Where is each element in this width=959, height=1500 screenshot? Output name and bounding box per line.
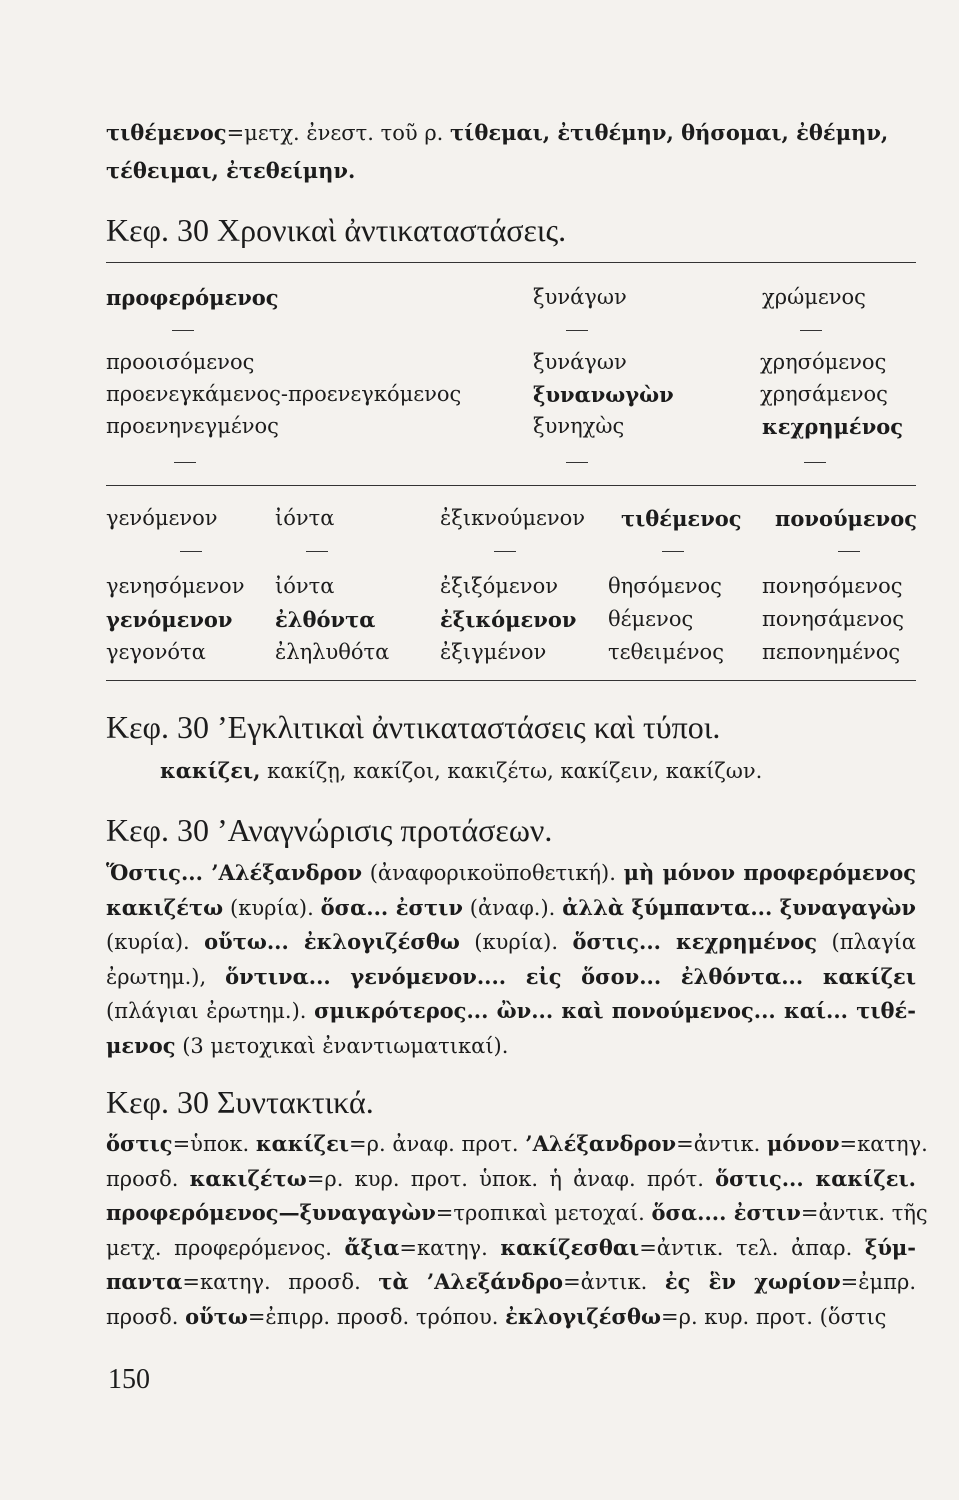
plain-text: προσδ. <box>106 1166 190 1191</box>
table2-header-5: πονούμενος <box>775 506 918 531</box>
bold-term: κακίζει <box>255 1131 350 1156</box>
plain-text: (κυρία). <box>106 930 205 954</box>
recognition-line <box>106 1032 916 1058</box>
intro-line-1 <box>106 122 916 144</box>
intro-term: τιθέμενος <box>106 120 227 145</box>
enclitic-rest: κακίζῃ, κακίζοι, κακιζέτω, κακίζειν, κακίζων. <box>260 759 763 783</box>
plain-text: =κατηγ. <box>839 1132 928 1156</box>
syntax-line <box>106 1303 916 1329</box>
syntax-line <box>106 1271 916 1293</box>
bold-term: ἄξια <box>344 1234 400 1260</box>
plain-text: =ρ. κυρ. προτ. ὑποκ. ἡ ἀναφ. πρότ. <box>306 1166 716 1191</box>
table2-dash <box>838 551 860 552</box>
plain-text: =κατηγ. προσδ. <box>182 1270 379 1294</box>
intro-desc: =μετχ. ἐνεστ. τοῦ ρ. <box>226 121 444 145</box>
bold-term: παντα <box>106 1269 183 1294</box>
plain-text: (πλαγία <box>817 930 916 954</box>
table2-cell: ἐλθόντα <box>275 607 376 632</box>
plain-text: =ρ. ἀναφ. προτ. <box>349 1132 526 1156</box>
table2-cell: πονησόμενος <box>762 574 903 598</box>
plain-text: =ἐμπρ. <box>840 1270 916 1294</box>
heading-enklitikai: Κεφ. 30 ’Εγκλιτικαὶ ἀντικαταστάσεις καὶ τύποι. <box>106 709 721 745</box>
plain-text: =ἀντικ. <box>563 1270 665 1294</box>
heading-syntaktika: Κεφ. 30 Συντακτικά. <box>106 1084 374 1120</box>
table1-dash <box>172 330 194 331</box>
bold-term: ὅστις... κακίζει. <box>715 1165 916 1191</box>
recognition-line <box>106 1000 916 1022</box>
bold-term: οὕτω... ἐκλογιζέσθω <box>204 929 460 954</box>
plain-text: μετχ. προφερόμενος. <box>106 1235 345 1260</box>
table1-header-2: ξυνάγων <box>533 285 627 309</box>
plain-text: =ὑποκ. <box>172 1132 256 1156</box>
table1-bottom-rule <box>106 485 916 486</box>
heading-anagnorisis: Κεφ. 30 ’Αναγνώρισις προτάσεων. <box>106 812 553 848</box>
recognition-line <box>106 894 916 920</box>
bold-term: ξύμ- <box>864 1234 916 1260</box>
table2-header-2: ἰόντα <box>275 506 335 530</box>
bold-term: ὅσα.... ἐστιν <box>651 1200 801 1225</box>
table1-cell: κεχρημένος <box>762 414 904 439</box>
table2-cell: ἐξιγμένον <box>440 640 547 664</box>
bold-term: μενος <box>106 1032 176 1058</box>
bold-term: κακιζέτω <box>106 894 224 920</box>
bold-term: μόνον <box>766 1131 840 1156</box>
table1-cell: ξυνάγων <box>533 350 627 374</box>
bold-term: οὕτω <box>185 1303 248 1329</box>
bold-term: ἀλλὰ ξύμπαντα... ξυναγαγὼν <box>562 894 916 920</box>
plain-text: (κυρία). <box>223 895 321 920</box>
syntax-line <box>106 1165 916 1191</box>
enclitic-lead: κακίζει, <box>160 758 261 783</box>
bold-term: ἐς ἓν χωρίον <box>664 1269 841 1294</box>
table1-dash <box>174 462 196 463</box>
table1-cell: προοισόμενος <box>106 350 255 374</box>
table1-cell: ξυνανωγὼν <box>533 382 674 407</box>
plain-text: =ἐπιρρ. προσδ. τρόπου. <box>247 1304 506 1329</box>
recognition-line <box>106 931 916 953</box>
table1-cell: προενηνεγμένος <box>106 414 279 438</box>
plain-text: (3 μετοχικαὶ ἐναντιωματικαί). <box>175 1033 509 1058</box>
table2-dash <box>662 551 684 552</box>
table1-dash <box>566 462 588 463</box>
bold-term: ἐκλογιζέσθω <box>505 1303 662 1329</box>
page-number: 150 <box>108 1364 150 1395</box>
plain-text: (ἀναφορικοϋποθετική). <box>362 861 624 885</box>
table1-cell: χρησόμενος <box>760 350 887 374</box>
bold-term: ’Αλέξανδρον <box>525 1131 677 1156</box>
table2-header-4: τιθέμενος <box>621 506 742 531</box>
table1-cell: χρησάμενος <box>760 382 888 406</box>
table1-dash <box>804 462 826 463</box>
bold-term: ὅντινα... γενόμενον.... εἰς ὅσον... ἐλθόντα... κακίζει <box>225 963 916 989</box>
table1-header-1: προφερόμενος <box>106 285 279 310</box>
table2-cell: τεθειμένος <box>608 640 724 664</box>
intro-forms: τίθεμαι, ἐτιθέμην, θήσομαι, ἐθέμην, <box>450 120 889 145</box>
plain-text: (κυρία). <box>459 930 573 954</box>
bold-term: κακιζέτω <box>189 1165 307 1191</box>
plain-text: =ρ. κυρ. προτ. (ὅστις <box>661 1304 887 1329</box>
table2-cell: πεπονημένος <box>762 640 901 664</box>
plain-text: (ἀναφ.). <box>462 895 563 920</box>
table2-header-3: ἐξικνούμενον <box>440 506 586 530</box>
table2-cell: γενόμενον <box>106 607 233 632</box>
intro-forms-2: τέθειμαι, ἐτεθείμην. <box>106 158 356 183</box>
table2-cell: ἐληλυθότα <box>275 640 390 664</box>
enclitic-forms <box>160 760 916 782</box>
bold-term: τὰ ’Αλεξάνδρο <box>378 1269 564 1294</box>
syntax-line <box>106 1234 916 1260</box>
intro-line-2 <box>106 160 916 182</box>
table2-cell: θησόμενος <box>608 574 722 598</box>
plain-text: =κατηγ. <box>399 1235 501 1260</box>
table1-dash <box>566 330 588 331</box>
table2-cell: θέμενος <box>608 607 694 631</box>
syntax-line <box>106 1200 928 1225</box>
plain-text: =ἀντικ. <box>676 1132 767 1156</box>
heading-chronika: Κεφ. 30 Χρονικαὶ ἀντικαταστάσεις. <box>106 212 567 248</box>
plain-text: =ἀντικ. τελ. ἀπαρ. <box>639 1235 865 1260</box>
table2-cell: ἐξιξόμενον <box>440 574 558 598</box>
table1-top-rule <box>106 262 916 263</box>
plain-text: (πλάγιαι ἐρωτημ.). <box>106 999 315 1023</box>
bold-term: κακίζεσθαι <box>500 1234 640 1260</box>
table2-cell: γεγονότα <box>106 640 206 664</box>
recognition-line <box>106 963 916 989</box>
bold-term: προφερόμενος—ξυναγαγὼν <box>106 1200 436 1225</box>
plain-text: =τροπικαὶ μετοχαί. <box>435 1201 652 1225</box>
table2-header-1: γενόμενον <box>106 506 218 530</box>
table2-cell: γενησόμενον <box>106 574 245 598</box>
table2-cell: ἰόντα <box>275 574 335 598</box>
table2-dash <box>494 551 516 552</box>
table2-bottom-rule <box>106 680 916 681</box>
table1-header-3: χρώμενος <box>762 285 866 309</box>
bold-term: ὅσα... ἐστιν <box>320 894 463 920</box>
recognition-line <box>106 862 916 884</box>
table2-cell: πονησάμενος <box>762 607 905 631</box>
bold-term: ὅστις <box>106 1131 173 1156</box>
bold-term: ὅστις... κεχρημένος <box>572 929 818 954</box>
bold-term: μὴ μόνον προφερόμενος <box>623 860 916 885</box>
syntax-line <box>106 1131 928 1156</box>
plain-text: προσδ. <box>106 1304 186 1329</box>
plain-text: =ἀντικ. τῆς <box>800 1201 928 1225</box>
table1-cell: προενεγκάμενος-προενεγκόμενος <box>106 382 462 406</box>
bold-term: Ὅστις... ’Αλέξανδρον <box>106 860 363 885</box>
table1-cell: ξυνηχὼς <box>533 414 625 438</box>
bold-term: σμικρότερος... ὢν... καὶ πονούμενος... καί... τιθέ- <box>314 998 916 1023</box>
table1-dash <box>800 330 822 331</box>
plain-text: ἐρωτημ.), <box>106 964 226 989</box>
table2-cell: ἐξικόμενον <box>440 607 577 632</box>
table2-dash <box>180 551 202 552</box>
table2-dash <box>306 551 328 552</box>
